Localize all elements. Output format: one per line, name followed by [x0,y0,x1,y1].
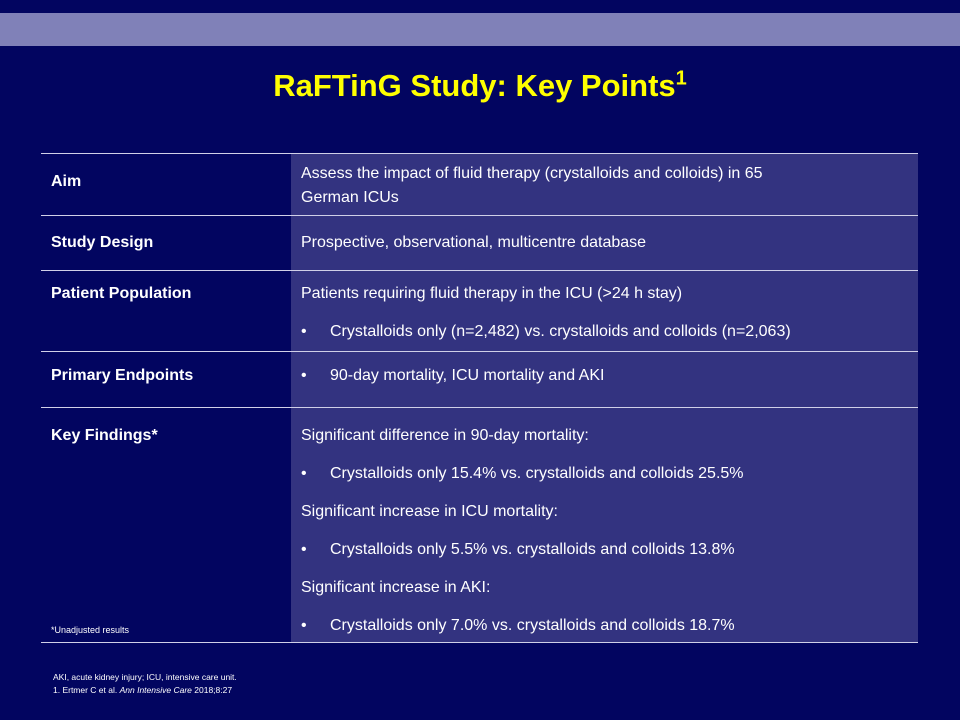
content-line: Assess the impact of fluid therapy (crystalloids and colloids) in 65 [301,165,763,182]
row-content [291,271,918,351]
journal-name: Ann Intensive Care [119,685,192,695]
bullet-text: Crystalloids only 15.4% vs. crystalloids and colloids 25.5% [330,465,744,482]
bullet-icon: • [301,367,307,384]
bullet-icon: • [301,617,307,634]
table-row-key-findings [41,408,918,643]
bullet-item [301,464,908,484]
table-row-aim [41,154,918,216]
key-points-table [41,153,918,643]
finding-heading: Significant increase in ICU mortality: [301,503,558,520]
content-line: German ICUs [301,189,399,206]
unadjusted-note: *Unadjusted results [51,625,130,635]
bullet-icon: • [301,465,307,482]
bullet-icon: • [301,323,307,340]
bullet-text: Crystalloids only 7.0% vs. crystalloids and colloids 18.7% [330,617,735,634]
table-row-study-design [41,216,918,271]
header-bar [0,13,960,46]
row-content [291,352,918,407]
abbreviations-note: AKI, acute kidney injury; ICU, intensive care unit. [53,672,237,682]
table-row-primary-endpoints [41,352,918,408]
footnotes [53,671,237,697]
finding-heading: Significant increase in AKI: [301,579,491,596]
bullet-text: Crystalloids only (n=2,482) vs. crystalloids and colloids (n=2,063) [330,323,791,340]
row-content [291,154,918,215]
row-label: Patient Population [41,271,291,351]
reference: 1. Ertmer C et al. Ann Intensive Care 2018;8:27 [53,685,233,695]
bullet-text: Crystalloids only 5.5% vs. crystalloids and colloids 13.8% [330,541,735,558]
row-label: Primary Endpoints [41,352,291,407]
bullet-icon: • [301,541,307,558]
bullet-text: 90-day mortality, ICU mortality and AKI [330,367,605,384]
row-label: Study Design [41,216,291,270]
row-label: Aim [41,154,291,215]
row-label: Key Findings* *Unadjusted results [41,408,291,642]
table-row-patient-population [41,271,918,352]
row-content: Prospective, observational, multicentre database [291,216,918,270]
finding-heading: Significant difference in 90-day mortality: [301,427,589,444]
bullet-item [301,322,908,342]
bullet-item [301,366,908,386]
content-line: Patients requiring fluid therapy in the ICU (>24 h stay) [301,285,683,302]
slide-title: RaFTinG Study: Key Points$^1$ [273,67,687,103]
title-superscript: 1 [675,67,687,90]
row-content [291,408,918,642]
bullet-item [301,616,908,636]
bullet-item [301,540,908,560]
